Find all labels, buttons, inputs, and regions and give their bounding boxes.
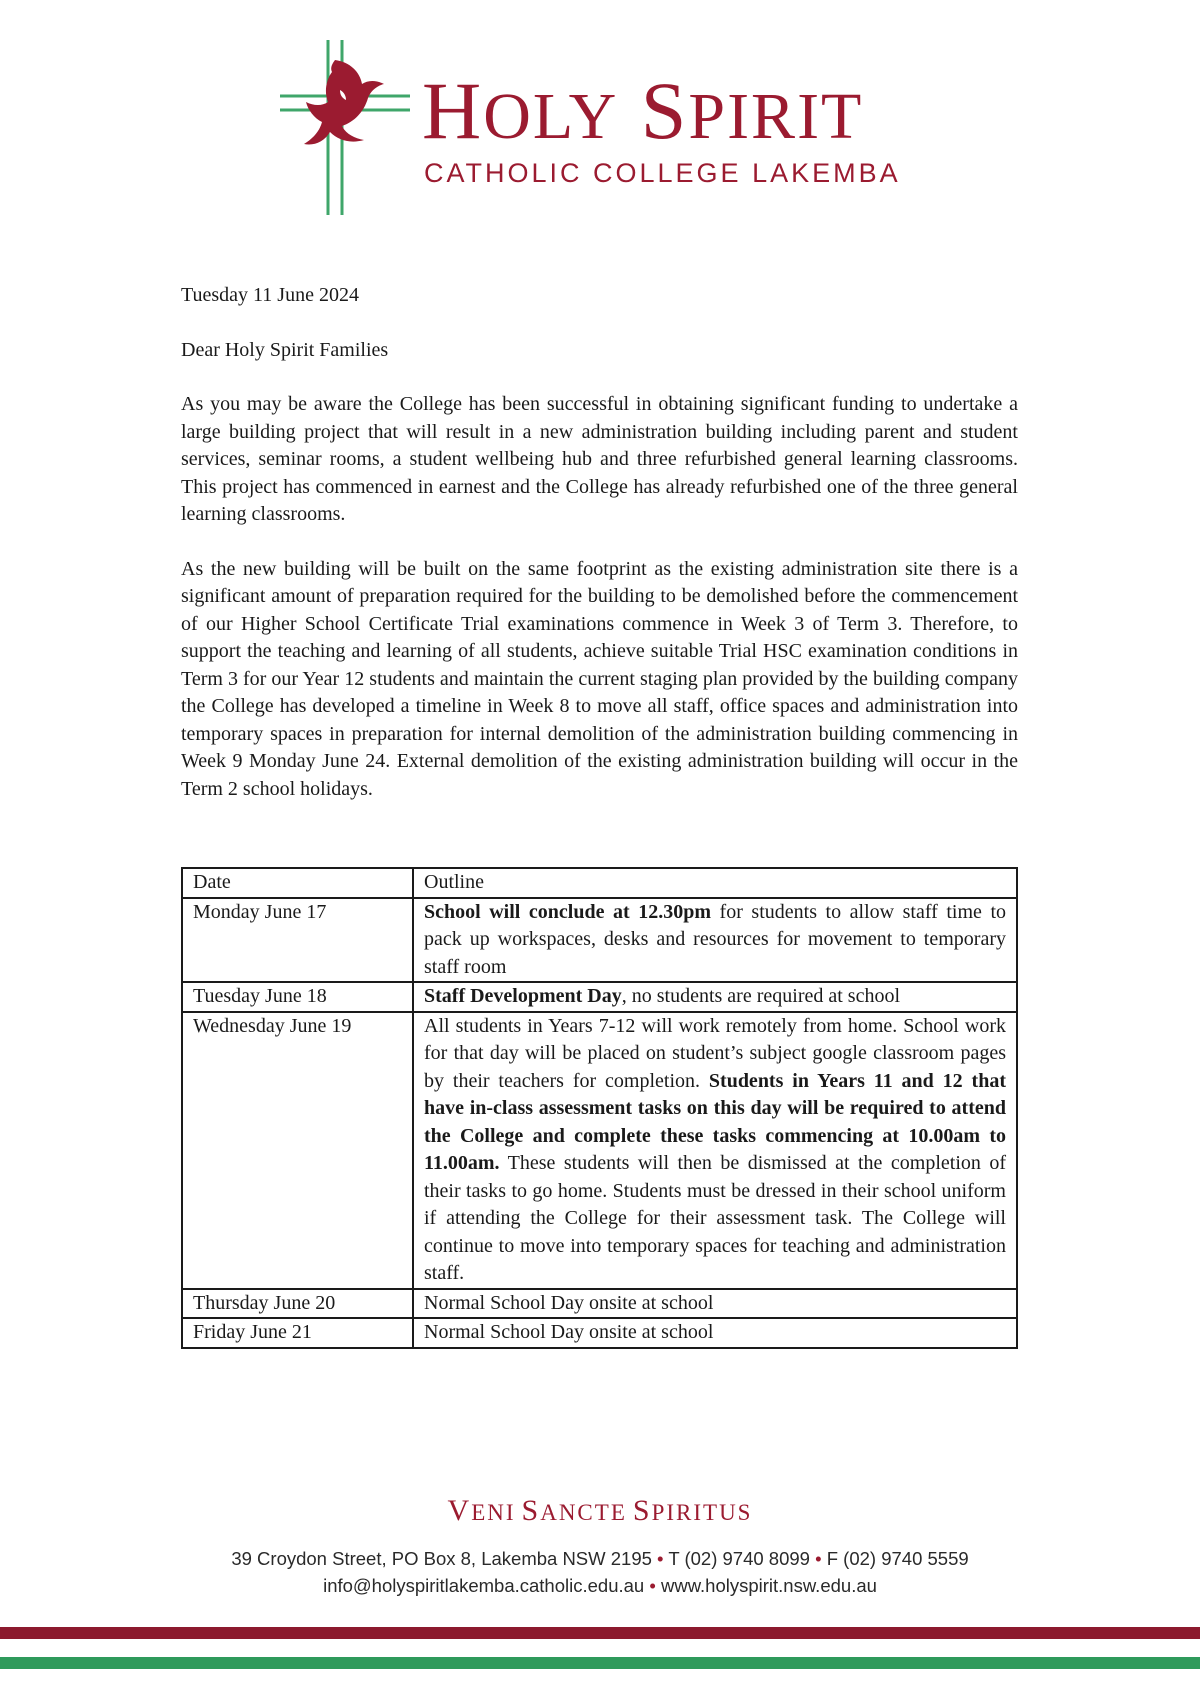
table-header-row	[182, 868, 1017, 898]
college-name-initial-1: H	[422, 65, 484, 156]
row-outline-text-a: All students in Years 7-12 will work remotely from home. School work for that day will be placed on student’s subject google classroom pages by their teachers for completion.	[424, 1014, 1006, 1092]
letter-paragraph-1: As you may be aware the College has been successful in obtaining significant funding to undertake a large building project that will result in a new administration building including parent and student services, seminar rooms, a student wellbeing hub and three refurbished general learning classrooms. This project has commenced in earnest and the College has already refurbished one of the three general learning classrooms.	[181, 393, 1018, 525]
footer-stripe-green	[0, 1657, 1200, 1669]
motto-initial: S	[632, 1494, 652, 1527]
college-name-rest-1: OLY	[483, 80, 619, 153]
motto-initial: V	[447, 1494, 472, 1527]
dove-cross-logo-icon	[280, 40, 410, 215]
row-outline-bold: Students in Years 11 and 12 that have in-class assessment tasks on this day will be required to attend the College and complete these tasks commencing at 10.00am to 11.00am.	[424, 1069, 1006, 1174]
row-date: Monday June 17	[182, 898, 413, 983]
footer-address	[0, 1545, 1200, 1599]
row-outline-bold: School will conclude at 12.30pm	[424, 900, 711, 923]
column-header-outline: Outline	[413, 868, 1017, 898]
row-date: Thursday June 20	[182, 1289, 413, 1319]
college-name	[422, 65, 864, 158]
address-line-2	[0, 1572, 1200, 1599]
row-outline	[413, 1012, 1017, 1289]
table-row	[182, 1012, 1017, 1289]
separator-dot: •	[815, 1548, 822, 1569]
motto-rest: ENI	[471, 1500, 516, 1525]
row-outline-text: , no students are required at school	[621, 985, 901, 1007]
row-outline-text: for students to allow staff time to pack up workspaces, desks and resources for movement to temporary staff room	[424, 900, 1006, 978]
fax-number: F (02) 9740 5559	[826, 1548, 969, 1569]
letter-body	[181, 282, 1018, 830]
college-name-initial-2: S	[640, 65, 689, 156]
email-link[interactable]: info@holyspiritlakemba.catholic.edu.au	[323, 1575, 645, 1596]
row-outline	[413, 898, 1017, 983]
footer-stripe-red	[0, 1627, 1200, 1639]
table-row	[182, 982, 1017, 1012]
table-row	[182, 1318, 1017, 1348]
motto-rest: ANCTE	[540, 1500, 627, 1525]
row-date: Friday June 21	[182, 1318, 413, 1348]
letterhead	[280, 40, 940, 220]
row-outline-text-b: These students will then be dismissed at the completion of their tasks to go home. Students must be dressed in their school uniform if attending the College for their assessment task. The College will continue to move into temporary spaces for teaching and administration staff.	[424, 1152, 1006, 1284]
separator-dot: •	[657, 1548, 664, 1569]
motto-rest: PIRITUS	[651, 1500, 753, 1525]
footer-motto	[0, 1494, 1200, 1528]
letter-date: Tuesday 11 June 2024	[181, 284, 359, 306]
letter-salutation: Dear Holy Spirit Families	[181, 338, 389, 361]
postal-address: 39 Croydon Street, PO Box 8, Lakemba NSW 2195	[231, 1548, 652, 1569]
letter-paragraph-2: As the new building will be built on the same footprint as the existing administration site there is a significant amount of preparation required for the building to be demolished before the commencement of our Higher School Certificate Trial examinations commence in Week 3 of Term 3. Therefore, to support the teaching and learning of all students, achieve suitable Trial HSC examination conditions in Term 3 for our Year 12 students and maintain the current staging plan provided by the building company the College has developed a timeline in Week 8 to move all staff, office spaces and administration into temporary spaces in preparation for internal demolition of the administration building commencing in Week 9 Monday June 24. External demolition of the existing administration building will occur in the Term 2 school holidays.	[181, 557, 1018, 800]
column-header-date: Date	[182, 868, 413, 898]
motto-initial: S	[521, 1494, 541, 1527]
row-outline: Normal School Day onsite at school	[413, 1318, 1017, 1348]
row-date: Tuesday June 18	[182, 982, 413, 1012]
separator-dot: •	[649, 1575, 656, 1596]
table-row	[182, 1289, 1017, 1319]
address-line-1	[0, 1545, 1200, 1572]
row-outline: Normal School Day onsite at school	[413, 1289, 1017, 1319]
college-name-rest-2: PIRIT	[688, 80, 864, 153]
website-link[interactable]: www.holyspirit.nsw.edu.au	[660, 1575, 877, 1596]
college-subtitle: CATHOLIC COLLEGE LAKEMBA	[424, 158, 901, 188]
phone-number: T (02) 9740 8099	[668, 1548, 810, 1569]
table-row	[182, 898, 1017, 983]
row-date: Wednesday June 19	[182, 1012, 413, 1289]
row-outline	[413, 982, 1017, 1012]
schedule-table	[181, 867, 1018, 1349]
row-outline-bold: Staff Development Day	[424, 985, 622, 1007]
